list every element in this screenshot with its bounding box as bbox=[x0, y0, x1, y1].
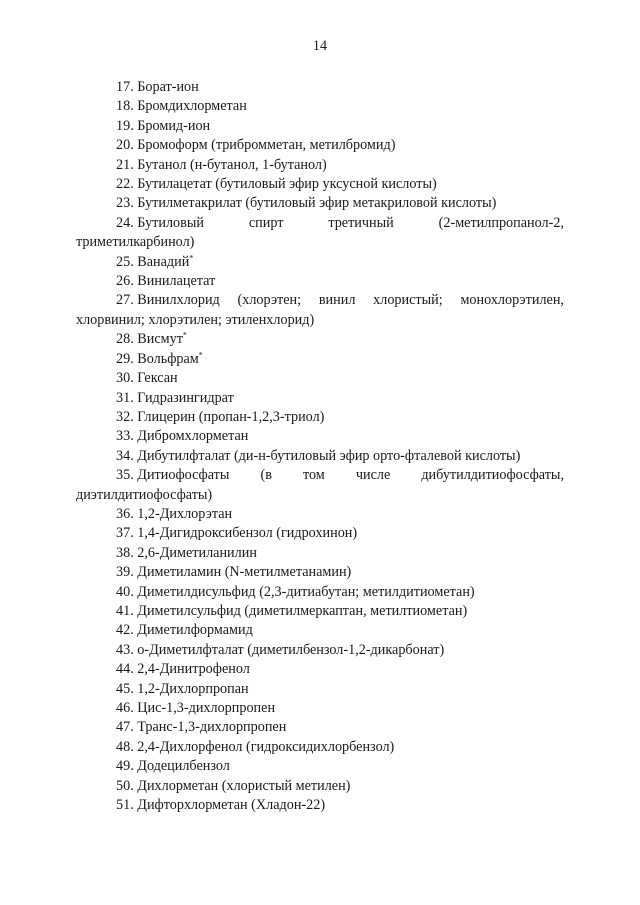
list-item bbox=[76, 330, 564, 349]
list-item-text: 45. 1,2-Дихлорпропан bbox=[116, 680, 249, 697]
list-item-text: 29. Вольфрам bbox=[116, 350, 199, 367]
list-item-word: дибутилдитиофосфаты, bbox=[421, 467, 564, 484]
list-item-text: 47. Транс-1,3-дихлорпропен bbox=[116, 719, 287, 736]
list-item-text: 26. Винилацетат bbox=[116, 273, 216, 290]
list-item bbox=[76, 777, 564, 796]
list-item-word: винил bbox=[318, 292, 356, 309]
list-item-text: 43. о-Диметилфталат (диметилбензол-1,2-дикарбонат) bbox=[116, 641, 445, 658]
list-item-text: 50. Дихлорметан (хлористый метилен) bbox=[116, 777, 351, 794]
list-item bbox=[76, 136, 564, 155]
list-item-text: 41. Диметилсульфид (диметилмеркаптан, метилтиометан) bbox=[116, 602, 468, 619]
list-item-continuation: хлорвинил; хлорэтилен; этиленхлорид) bbox=[76, 311, 315, 328]
list-item bbox=[76, 544, 564, 563]
list-item-text: 37. 1,4-Дигидроксибензол (гидрохинон) bbox=[116, 525, 358, 542]
list-item-text: 22. Бутилацетат (бутиловый эфир уксусной кислоты) bbox=[116, 176, 437, 193]
page-number: 14 bbox=[312, 38, 328, 54]
footnote-mark: * bbox=[198, 349, 203, 359]
list-item bbox=[76, 621, 564, 640]
list-item-word: числе bbox=[355, 467, 391, 484]
list-item bbox=[76, 369, 564, 388]
list-item bbox=[76, 757, 564, 776]
list-item bbox=[76, 117, 564, 136]
list-item-text: 48. 2,4-Дихлорфенол (гидроксидихлорбензол) bbox=[116, 738, 395, 755]
list-item-text: 28. Висмут bbox=[116, 331, 183, 348]
list-item-text: 44. 2,4-Динитрофенол bbox=[116, 661, 250, 678]
list-item bbox=[76, 660, 564, 679]
list-item-text: 31. Гидразингидрат bbox=[116, 389, 234, 406]
list-item bbox=[76, 699, 564, 718]
list-item bbox=[76, 427, 564, 446]
list-item-word: 24. Бутиловый bbox=[116, 214, 204, 231]
list-item-word: спирт bbox=[248, 214, 284, 231]
list-item bbox=[76, 796, 564, 815]
list-item bbox=[76, 466, 564, 485]
footnote-mark: * bbox=[189, 252, 194, 262]
list-item bbox=[76, 253, 564, 272]
list-item bbox=[76, 350, 564, 369]
list-item bbox=[76, 97, 564, 116]
list-item bbox=[76, 602, 564, 621]
substance-list bbox=[76, 78, 564, 815]
list-item-text: 46. Цис-1,3-дихлорпропен bbox=[116, 700, 276, 716]
list-item bbox=[76, 680, 564, 699]
list-item-continuation: диэтилдитиофосфаты) bbox=[76, 486, 213, 503]
list-item-text: 20. Бромоформ (трибромметан, метилбромид) bbox=[116, 137, 396, 154]
list-item bbox=[76, 524, 564, 543]
list-item bbox=[76, 78, 564, 97]
list-item-text: 34. Дибутилфталат (ди-н-бутиловый эфир орто-фталевой кислоты) bbox=[116, 447, 521, 464]
list-item bbox=[76, 175, 564, 194]
list-item-text: 30. Гексан bbox=[116, 370, 178, 387]
list-item-text: 33. Дибромхлорметан bbox=[116, 428, 249, 445]
list-item-word: третичный bbox=[328, 214, 394, 231]
list-item bbox=[76, 718, 564, 737]
footnote-mark: * bbox=[182, 330, 187, 340]
list-item bbox=[76, 272, 564, 291]
list-item-text: 21. Бутанол (н-бутанол, 1-бутанол) bbox=[116, 156, 327, 173]
list-item-text: 49. Додецилбензол bbox=[116, 758, 230, 775]
list-item-word: 27. Винилхлорид bbox=[116, 292, 220, 309]
list-item-text: 25. Ванадий bbox=[116, 253, 190, 270]
list-item-word: монохлорэтилен, bbox=[460, 292, 564, 309]
list-item bbox=[76, 505, 564, 524]
list-item-text: 36. 1,2-Дихлорэтан bbox=[116, 505, 233, 522]
list-item bbox=[76, 583, 564, 602]
list-item-continuation: триметилкарбинол) bbox=[76, 234, 195, 251]
list-item bbox=[76, 389, 564, 408]
list-item-text: 18. Бромдихлорметан bbox=[116, 98, 247, 115]
list-item bbox=[76, 563, 564, 582]
list-item-word: 35. Дитиофосфаты bbox=[116, 467, 230, 484]
list-item bbox=[76, 291, 564, 310]
list-item-text: 19. Бромид-ион bbox=[116, 117, 211, 134]
list-item-text: 40. Диметилдисульфид (2,3-дитиабутан; метилдитиометан) bbox=[116, 583, 475, 600]
list-item-word: том bbox=[302, 467, 325, 484]
list-item-text: 17. Борат-ион bbox=[116, 79, 199, 95]
list-item bbox=[76, 214, 564, 233]
list-item-text: 23. Бутилметакрилат (бутиловый эфир метакриловой кислоты) bbox=[116, 195, 497, 212]
list-item-word: (2-метилпропанол-2, bbox=[438, 214, 564, 231]
list-item-text: 42. Диметилформамид bbox=[116, 622, 253, 639]
list-item bbox=[76, 194, 564, 213]
list-item-text: 38. 2,6-Диметиланилин bbox=[116, 544, 257, 561]
list-item bbox=[76, 447, 564, 466]
list-item-text: 32. Глицерин (пропан-1,2,3-триол) bbox=[116, 408, 325, 425]
list-item bbox=[76, 641, 564, 660]
list-item-text: 51. Дифторхлорметан (Хладон-22) bbox=[116, 797, 326, 814]
list-item-word: хлористый; bbox=[373, 292, 443, 309]
list-item bbox=[76, 156, 564, 175]
list-item bbox=[76, 738, 564, 757]
list-item bbox=[76, 408, 564, 427]
list-item-word: (в bbox=[260, 467, 272, 484]
list-item-text: 39. Диметиламин (N-метилметанамин) bbox=[116, 564, 352, 581]
list-item-word: (хлорэтен; bbox=[237, 292, 302, 309]
